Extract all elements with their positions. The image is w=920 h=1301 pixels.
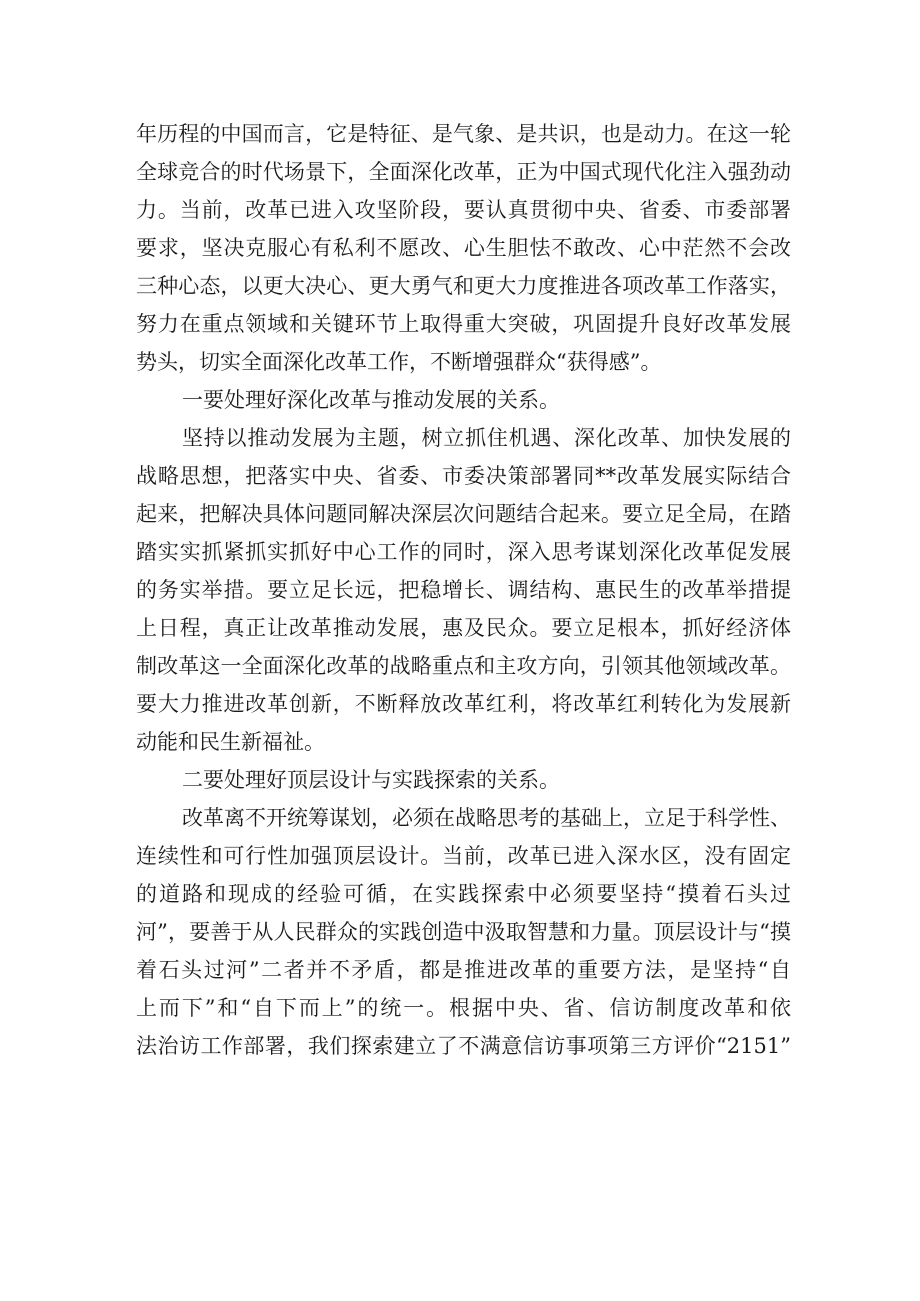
paragraph-line: 着石头过河”二者并不矛盾，都是推进改革的重要方法，是坚持“自 xyxy=(136,958,791,982)
paragraph-line: 制改革这一全面深化改革的战略重点和主攻方向，引领其他领域改革。 xyxy=(136,654,791,678)
paragraph-line: 努力在重点领域和关键环节上取得重大突破，巩固提升良好改革发展 xyxy=(136,312,791,336)
paragraph-line: 踏实实抓紧抓实抓好中心工作的同时，深入思考谋划深化改革促发展 xyxy=(136,540,791,564)
paragraph-line: 上而下”和“自下而上”的统一。根据中央、省、信访制度改革和依 xyxy=(136,996,791,1020)
paragraph-line: 势头，切实全面深化改革工作，不断增强群众“获得感”。 xyxy=(136,350,662,374)
paragraph-line: 的道路和现成的经验可循，在实践探索中必须要坚持“摸着石头过 xyxy=(136,882,791,906)
paragraph-line: 力。当前，改革已进入攻坚阶段，要认真贯彻中央、省委、市委部署 xyxy=(136,198,791,222)
paragraph-line: 上日程，真正让改革推动发展，惠及民众。要立足根本，抓好经济体 xyxy=(136,616,791,640)
paragraph-line: 年历程的中国而言，它是特征、是气象、是共识，也是动力。在这一轮 xyxy=(136,122,791,146)
paragraph-line: 改革离不开统筹谋划，必须在战略思考的基础上，立足于科学性、 xyxy=(182,806,791,830)
paragraph-line: 坚持以推动发展为主题，树立抓住机遇、深化改革、加快发展的 xyxy=(182,426,791,450)
paragraph-line: 全球竞合的时代场景下，全面深化改革，正为中国式现代化注入强劲动 xyxy=(136,160,791,184)
paragraph-line: 连续性和可行性加强顶层设计。当前，改革已进入深水区，没有固定 xyxy=(136,844,791,868)
section-heading-line: 一要处理好深化改革与推动发展的关系。 xyxy=(182,388,560,412)
paragraph-line: 要求，坚决克服心有私利不愿改、心生胆怯不敢改、心中茫然不会改 xyxy=(136,236,791,260)
paragraph-line: 的务实举措。要立足长远，把稳增长、调结构、惠民生的改革举措提 xyxy=(136,578,791,602)
paragraph-line: 河”，要善于从人民群众的实践创造中汲取智慧和力量。顶层设计与“摸 xyxy=(136,920,791,944)
paragraph-line: 起来，把解决具体问题同解决深层次问题结合起来。要立足全局，在踏 xyxy=(136,502,791,526)
paragraph-line: 要大力推进改革创新，不断释放改革红利，将改革红利转化为发展新 xyxy=(136,692,791,716)
section-heading-line: 二要处理好顶层设计与实践探索的关系。 xyxy=(182,768,560,792)
document-body xyxy=(136,115,791,1065)
paragraph-line: 法治访工作部署，我们探索建立了不满意信访事项第三方评价“2151” xyxy=(136,1034,791,1058)
paragraph-line: 动能和民生新福祉。 xyxy=(136,730,325,754)
paragraph-line: 战略思想，把落实中央、省委、市委决策部署同**改革发展实际结合 xyxy=(136,464,791,488)
paragraph-line: 三种心态，以更大决心、更大勇气和更大力度推进各项改革工作落实， xyxy=(136,274,791,298)
